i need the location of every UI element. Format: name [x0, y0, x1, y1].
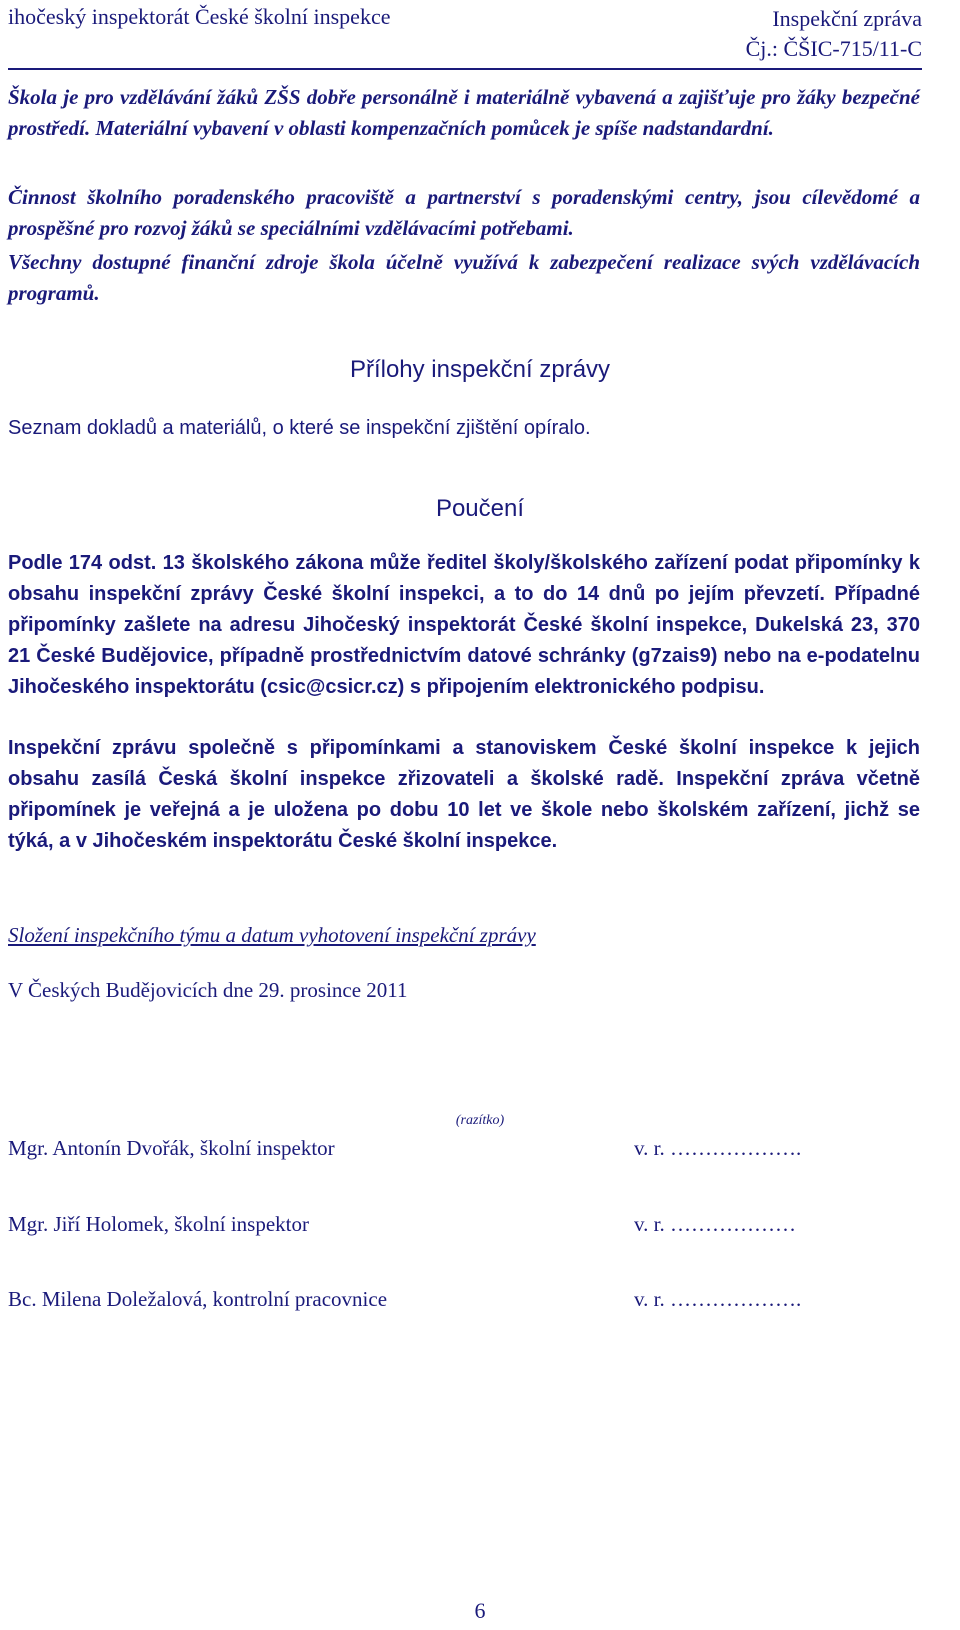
signature-line: v. r. ……………….	[634, 1136, 802, 1160]
team-title: Složení inspekčního týmu a datum vyhotovení inspekční zprávy	[8, 923, 536, 947]
conclusion-paragraph: Všechny dostupné finanční zdroje škola účelně využívá k zabezpečení realizace svých vzdělávacích programů.	[8, 250, 920, 305]
header-report-title: Inspekční zpráva	[772, 6, 922, 31]
instruction-paragraph-1: Podle 174 odst. 13 školského zákona může ředitel školy/školského zařízení podat připomínky k obsahu inspekční zprávy České školní inspekci, a to do 14 dnů po jejím převzetí. Případné připomínky zašlete na adresu Jihočeský inspektorát České školní inspekce, Dukelská 23, 370 21 České Budějovice, případně prostřednictvím datové schránky (g7zais9) nebo na e-podatelnu Jihočeského inspektorátu (csic@csicr.cz) s připojením elektronického podpisu.	[8, 552, 920, 698]
header-divider	[8, 68, 922, 70]
signatory-name: Mgr. Jiří Holomek, školní inspektor	[8, 1212, 309, 1236]
conclusion-paragraph: Škola je pro vzdělávání žáků ZŠS dobře personálně i materiálně vybavená a zajišťuje pro žáky bezpečné prostředí. Materiální vybavení v oblasti kompenzačních pomůcek je spíše nadstandardní.	[8, 85, 920, 140]
attachments-title: Přílohy inspekční zprávy	[349, 356, 611, 383]
signature-line: v. r. ……………….	[634, 1287, 802, 1311]
page-header	[8, 4, 922, 64]
signatory-name: Mgr. Antonín Dvořák, školní inspektor	[8, 1136, 335, 1160]
conclusion-paragraph: Činnost školního poradenského pracoviště a partnerství s poradenskými centry, jsou cílevědomé a prospěšné pro rozvoj žáků se speciálními vzdělávacími potřebami.	[8, 185, 920, 240]
date-line: V Českých Budějovicích dne 29. prosince 2011	[8, 978, 408, 1002]
instruction-paragraph-2: Inspekční zprávu společně s připomínkami a stanoviskem České školní inspekce k jejich obsahu zasílá Česká školní inspekce zřizovateli a školské radě. Inspekční zpráva včetně připomínek je veřejná a je uložena po dobu 10 let ve škole nebo školském zařízení, jichž se týká, a v Jihočeském inspektorátu České školní inspekce.	[8, 737, 920, 852]
header-report-info	[746, 4, 922, 64]
attachments-text: Seznam dokladů a materiálů, o které se inspekční zjištění opíralo.	[8, 417, 591, 439]
page-number: 6	[474, 1598, 486, 1623]
signature-line: v. r. ………………	[634, 1212, 796, 1236]
stamp-placeholder: (razítko)	[455, 1113, 505, 1128]
header-reference-number: Čj.: ČŠIC-715/11-C	[745, 36, 922, 61]
instruction-title: Poučení	[435, 495, 525, 522]
header-institution: ihočeský inspektorát České školní inspekce	[8, 4, 391, 29]
signatory-name: Bc. Milena Doležalová, kontrolní pracovnice	[8, 1287, 388, 1311]
